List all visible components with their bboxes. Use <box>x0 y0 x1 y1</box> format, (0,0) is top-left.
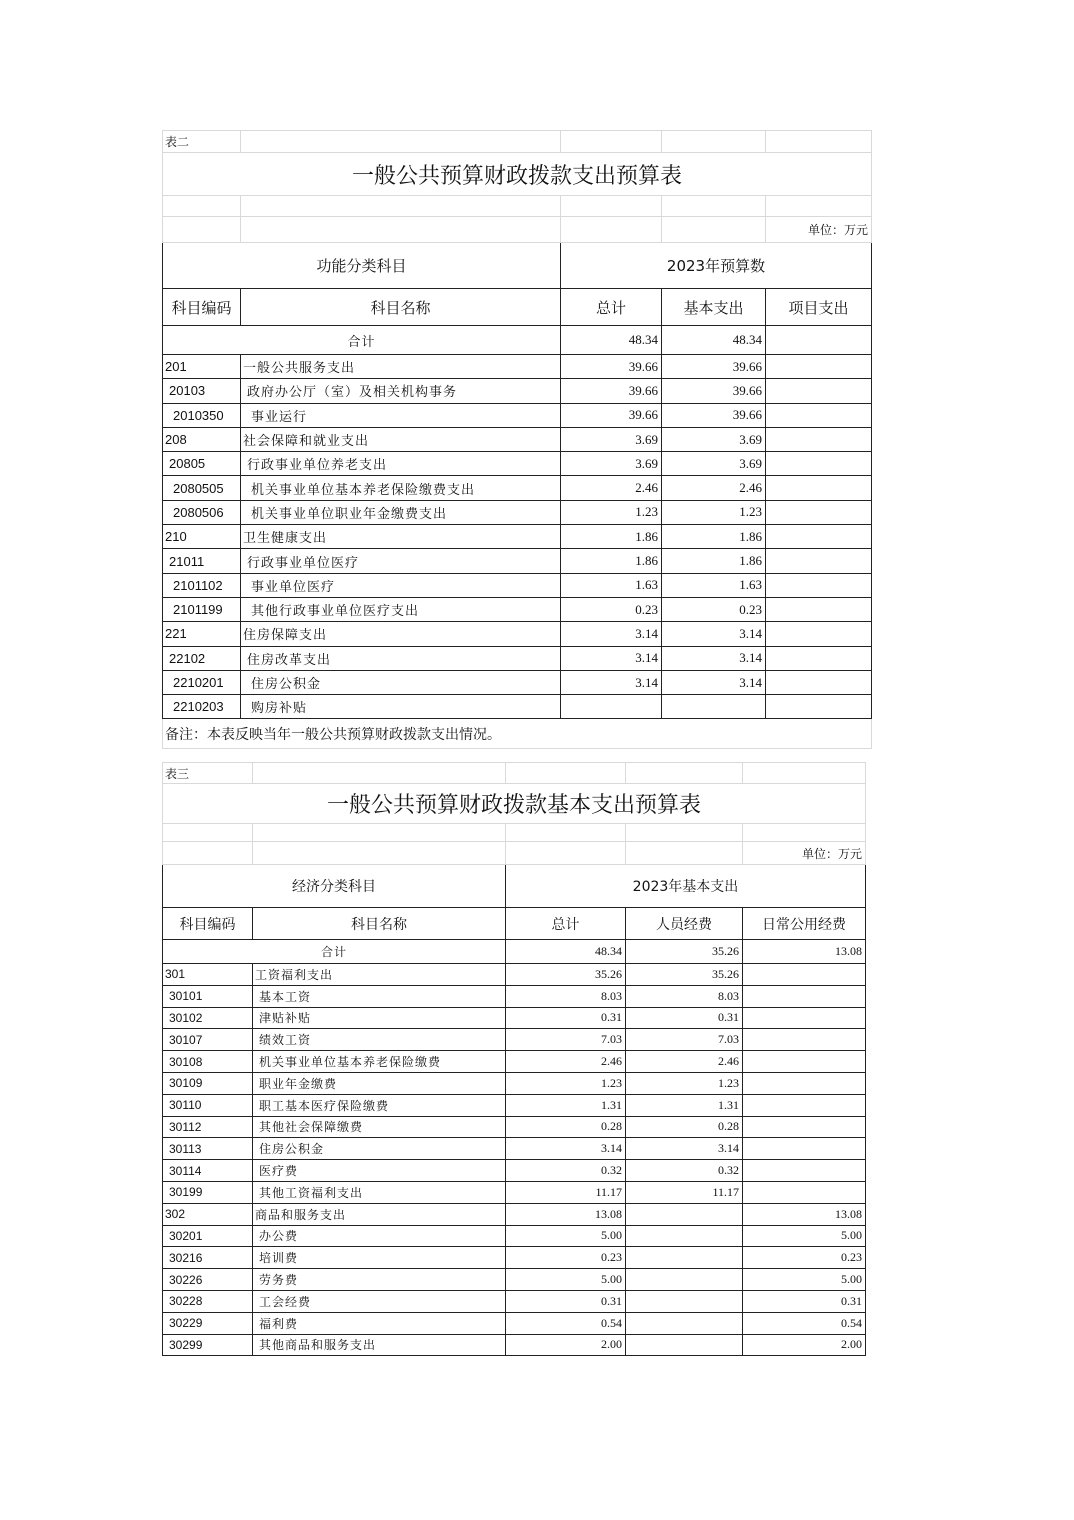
header-total: 总计 <box>506 908 626 940</box>
row-basic: 1.86 <box>662 549 766 573</box>
row-total: 1.86 <box>561 525 662 549</box>
row-code: 30228 <box>163 1290 253 1312</box>
row-code: 30101 <box>163 985 253 1007</box>
unit-label: 单位：万元 <box>743 842 866 865</box>
row-code: 22102 <box>163 646 241 670</box>
row-total: 3.14 <box>561 646 662 670</box>
row-code: 30299 <box>163 1334 253 1356</box>
row-name: 其他社会保障缴费 <box>253 1116 506 1138</box>
row-basic <box>662 695 766 719</box>
row-code: 30112 <box>163 1116 253 1138</box>
header-group-budget: 2023年预算数 <box>561 243 872 289</box>
table-row <box>163 452 872 476</box>
row-code: 20805 <box>163 452 241 476</box>
row-public <box>743 1029 866 1051</box>
row-name: 职业年金缴费 <box>253 1072 506 1094</box>
total-label: 合计 <box>163 940 506 964</box>
row-project <box>766 695 872 719</box>
row-personnel: 3.14 <box>626 1138 743 1160</box>
total-value: 48.34 <box>561 326 662 355</box>
row-total: 39.66 <box>561 403 662 427</box>
table-row <box>163 964 866 986</box>
row-total: 0.23 <box>506 1247 626 1269</box>
table-row <box>163 597 872 621</box>
row-name: 医疗费 <box>253 1160 506 1182</box>
row-personnel: 35.26 <box>626 964 743 986</box>
row-total: 0.32 <box>506 1160 626 1182</box>
table-row <box>163 1290 866 1312</box>
table-row <box>163 1225 866 1247</box>
row-personnel <box>626 1203 743 1225</box>
basic-value: 48.34 <box>662 326 766 355</box>
row-project <box>766 670 872 694</box>
row-name: 福利费 <box>253 1312 506 1334</box>
row-code: 302 <box>163 1203 253 1225</box>
table-row <box>163 1072 866 1094</box>
header-total: 总计 <box>561 289 662 326</box>
row-personnel <box>626 1269 743 1291</box>
row-public <box>743 1094 866 1116</box>
table-row <box>163 646 872 670</box>
row-code: 30114 <box>163 1160 253 1182</box>
row-name: 行政事业单位医疗 <box>241 549 561 573</box>
table-row <box>163 403 872 427</box>
table-tag: 表二 <box>163 131 241 153</box>
row-name: 其他行政事业单位医疗支出 <box>241 597 561 621</box>
table-row <box>163 1203 866 1225</box>
row-public: 13.08 <box>743 1203 866 1225</box>
row-personnel <box>626 1290 743 1312</box>
table-row <box>163 476 872 500</box>
header-name: 科目名称 <box>241 289 561 326</box>
row-total: 0.28 <box>506 1116 626 1138</box>
row-basic: 39.66 <box>662 355 766 379</box>
row-public <box>743 964 866 986</box>
row-public <box>743 1138 866 1160</box>
row-total: 13.08 <box>506 1203 626 1225</box>
row-total: 3.14 <box>506 1138 626 1160</box>
row-name: 事业单位医疗 <box>241 573 561 597</box>
row-total: 3.14 <box>561 670 662 694</box>
row-code: 30108 <box>163 1051 253 1073</box>
row-name: 住房公积金 <box>253 1138 506 1160</box>
row-public <box>743 1116 866 1138</box>
public-value: 13.08 <box>743 940 866 964</box>
table-row <box>163 427 872 451</box>
table-row <box>163 500 872 524</box>
row-code: 30102 <box>163 1007 253 1029</box>
row-basic: 39.66 <box>662 403 766 427</box>
table-row <box>163 1094 866 1116</box>
row-public: 2.00 <box>743 1334 866 1356</box>
row-code: 2101102 <box>163 573 241 597</box>
table-row <box>163 1181 866 1203</box>
total-value: 48.34 <box>506 940 626 964</box>
row-project <box>766 452 872 476</box>
row-personnel <box>626 1312 743 1334</box>
header-public: 日常公用经费 <box>743 908 866 940</box>
row-name: 工会经费 <box>253 1290 506 1312</box>
row-personnel: 0.31 <box>626 1007 743 1029</box>
row-name: 工资福利支出 <box>253 964 506 986</box>
row-total: 5.00 <box>506 1225 626 1247</box>
row-public: 5.00 <box>743 1225 866 1247</box>
row-basic: 3.14 <box>662 622 766 646</box>
row-name: 办公费 <box>253 1225 506 1247</box>
row-name: 劳务费 <box>253 1269 506 1291</box>
row-code: 2210203 <box>163 695 241 719</box>
row-total: 2.46 <box>561 476 662 500</box>
row-public: 0.31 <box>743 1290 866 1312</box>
row-code: 2080505 <box>163 476 241 500</box>
row-project <box>766 427 872 451</box>
row-personnel: 11.17 <box>626 1181 743 1203</box>
row-basic: 3.69 <box>662 452 766 476</box>
row-total: 0.31 <box>506 1290 626 1312</box>
row-code: 30110 <box>163 1094 253 1116</box>
row-basic: 3.69 <box>662 427 766 451</box>
row-total: 11.17 <box>506 1181 626 1203</box>
row-basic: 3.14 <box>662 646 766 670</box>
row-personnel <box>626 1225 743 1247</box>
row-total: 0.23 <box>561 597 662 621</box>
table-row <box>163 549 872 573</box>
row-project <box>766 525 872 549</box>
row-total <box>561 695 662 719</box>
row-personnel <box>626 1334 743 1356</box>
row-public: 0.54 <box>743 1312 866 1334</box>
row-name: 行政事业单位养老支出 <box>241 452 561 476</box>
table-row <box>163 1138 866 1160</box>
table-3-basic-expenditure <box>162 762 866 1356</box>
table-row <box>163 670 872 694</box>
header-group-economic: 经济分类科目 <box>163 865 506 908</box>
row-code: 30229 <box>163 1312 253 1334</box>
row-project <box>766 379 872 403</box>
table-row <box>163 1312 866 1334</box>
row-total: 3.69 <box>561 427 662 451</box>
unit-label: 单位：万元 <box>766 217 872 243</box>
row-personnel: 1.31 <box>626 1094 743 1116</box>
row-personnel: 0.32 <box>626 1160 743 1182</box>
row-code: 30201 <box>163 1225 253 1247</box>
table-row <box>163 355 872 379</box>
row-name: 商品和服务支出 <box>253 1203 506 1225</box>
row-basic: 1.86 <box>662 525 766 549</box>
row-code: 30109 <box>163 1072 253 1094</box>
row-personnel: 8.03 <box>626 985 743 1007</box>
row-name: 事业运行 <box>241 403 561 427</box>
row-code: 208 <box>163 427 241 451</box>
row-public <box>743 1007 866 1029</box>
row-code: 2080506 <box>163 500 241 524</box>
row-code: 201 <box>163 355 241 379</box>
table-title: 一般公共预算财政拨款支出预算表 <box>163 153 872 196</box>
row-code: 210 <box>163 525 241 549</box>
row-code: 221 <box>163 622 241 646</box>
row-project <box>766 646 872 670</box>
row-basic: 2.46 <box>662 476 766 500</box>
row-name: 机关事业单位职业年金缴费支出 <box>241 500 561 524</box>
row-name: 卫生健康支出 <box>241 525 561 549</box>
table-note: 备注：本表反映当年一般公共预算财政拨款支出情况。 <box>163 719 872 749</box>
table-row <box>163 1247 866 1269</box>
row-name: 购房补贴 <box>241 695 561 719</box>
row-project <box>766 597 872 621</box>
row-personnel: 2.46 <box>626 1051 743 1073</box>
row-name: 职工基本医疗保险缴费 <box>253 1094 506 1116</box>
row-total: 3.69 <box>561 452 662 476</box>
row-project <box>766 622 872 646</box>
row-total: 1.86 <box>561 549 662 573</box>
row-name: 住房公积金 <box>241 670 561 694</box>
row-total: 1.23 <box>506 1072 626 1094</box>
row-name: 其他工资福利支出 <box>253 1181 506 1203</box>
row-project <box>766 355 872 379</box>
project-value <box>766 326 872 355</box>
row-total: 1.31 <box>506 1094 626 1116</box>
row-project <box>766 403 872 427</box>
row-public: 0.23 <box>743 1247 866 1269</box>
row-name: 机关事业单位基本养老保险缴费 <box>253 1051 506 1073</box>
row-public: 5.00 <box>743 1269 866 1291</box>
table-row <box>163 1029 866 1051</box>
row-total: 1.63 <box>561 573 662 597</box>
row-name: 绩效工资 <box>253 1029 506 1051</box>
row-total: 39.66 <box>561 355 662 379</box>
header-name: 科目名称 <box>253 908 506 940</box>
row-total: 0.31 <box>506 1007 626 1029</box>
row-basic: 3.14 <box>662 670 766 694</box>
row-name: 一般公共服务支出 <box>241 355 561 379</box>
table-row <box>163 379 872 403</box>
table-row <box>163 525 872 549</box>
row-name: 住房保障支出 <box>241 622 561 646</box>
header-group-basic: 2023年基本支出 <box>506 865 866 908</box>
row-name: 培训费 <box>253 1247 506 1269</box>
table-row <box>163 1116 866 1138</box>
row-name: 基本工资 <box>253 985 506 1007</box>
row-public <box>743 985 866 1007</box>
row-name: 津贴补贴 <box>253 1007 506 1029</box>
row-code: 21011 <box>163 549 241 573</box>
table-2-general-budget-expenditure <box>162 130 872 749</box>
row-name: 社会保障和就业支出 <box>241 427 561 451</box>
row-total: 2.00 <box>506 1334 626 1356</box>
total-label: 合计 <box>163 326 561 355</box>
row-basic: 1.23 <box>662 500 766 524</box>
table-row <box>163 1160 866 1182</box>
row-code: 30107 <box>163 1029 253 1051</box>
total-row <box>163 326 872 355</box>
row-total: 8.03 <box>506 985 626 1007</box>
row-project <box>766 476 872 500</box>
row-project <box>766 500 872 524</box>
table-title: 一般公共预算财政拨款基本支出预算表 <box>163 784 866 824</box>
row-code: 30199 <box>163 1181 253 1203</box>
row-public <box>743 1051 866 1073</box>
row-code: 30113 <box>163 1138 253 1160</box>
row-code: 2210201 <box>163 670 241 694</box>
table-row <box>163 1051 866 1073</box>
table-tag: 表三 <box>163 763 253 784</box>
row-code: 2010350 <box>163 403 241 427</box>
header-project: 项目支出 <box>766 289 872 326</box>
row-total: 1.23 <box>561 500 662 524</box>
table-row <box>163 1007 866 1029</box>
row-basic: 39.66 <box>662 379 766 403</box>
row-project <box>766 549 872 573</box>
row-personnel <box>626 1247 743 1269</box>
row-total: 2.46 <box>506 1051 626 1073</box>
header-code: 科目编码 <box>163 908 253 940</box>
row-personnel: 7.03 <box>626 1029 743 1051</box>
table-row <box>163 695 872 719</box>
row-total: 0.54 <box>506 1312 626 1334</box>
row-code: 301 <box>163 964 253 986</box>
row-code: 2101199 <box>163 597 241 621</box>
row-code: 30226 <box>163 1269 253 1291</box>
total-row <box>163 940 866 964</box>
header-basic: 基本支出 <box>662 289 766 326</box>
row-code: 20103 <box>163 379 241 403</box>
row-project <box>766 573 872 597</box>
row-code: 30216 <box>163 1247 253 1269</box>
row-basic: 0.23 <box>662 597 766 621</box>
row-name: 机关事业单位基本养老保险缴费支出 <box>241 476 561 500</box>
row-personnel: 0.28 <box>626 1116 743 1138</box>
row-total: 5.00 <box>506 1269 626 1291</box>
header-personnel: 人员经费 <box>626 908 743 940</box>
row-total: 7.03 <box>506 1029 626 1051</box>
row-name: 住房改革支出 <box>241 646 561 670</box>
table-row <box>163 1334 866 1356</box>
table-row <box>163 573 872 597</box>
row-public <box>743 1160 866 1182</box>
table-row <box>163 1269 866 1291</box>
row-total: 35.26 <box>506 964 626 986</box>
personnel-value: 35.26 <box>626 940 743 964</box>
row-total: 39.66 <box>561 379 662 403</box>
row-public <box>743 1072 866 1094</box>
row-public <box>743 1181 866 1203</box>
header-code: 科目编码 <box>163 289 241 326</box>
header-group-functional: 功能分类科目 <box>163 243 561 289</box>
row-name: 政府办公厅（室）及相关机构事务 <box>241 379 561 403</box>
row-name: 其他商品和服务支出 <box>253 1334 506 1356</box>
table-row <box>163 622 872 646</box>
row-total: 3.14 <box>561 622 662 646</box>
row-personnel: 1.23 <box>626 1072 743 1094</box>
table-row <box>163 985 866 1007</box>
row-basic: 1.63 <box>662 573 766 597</box>
